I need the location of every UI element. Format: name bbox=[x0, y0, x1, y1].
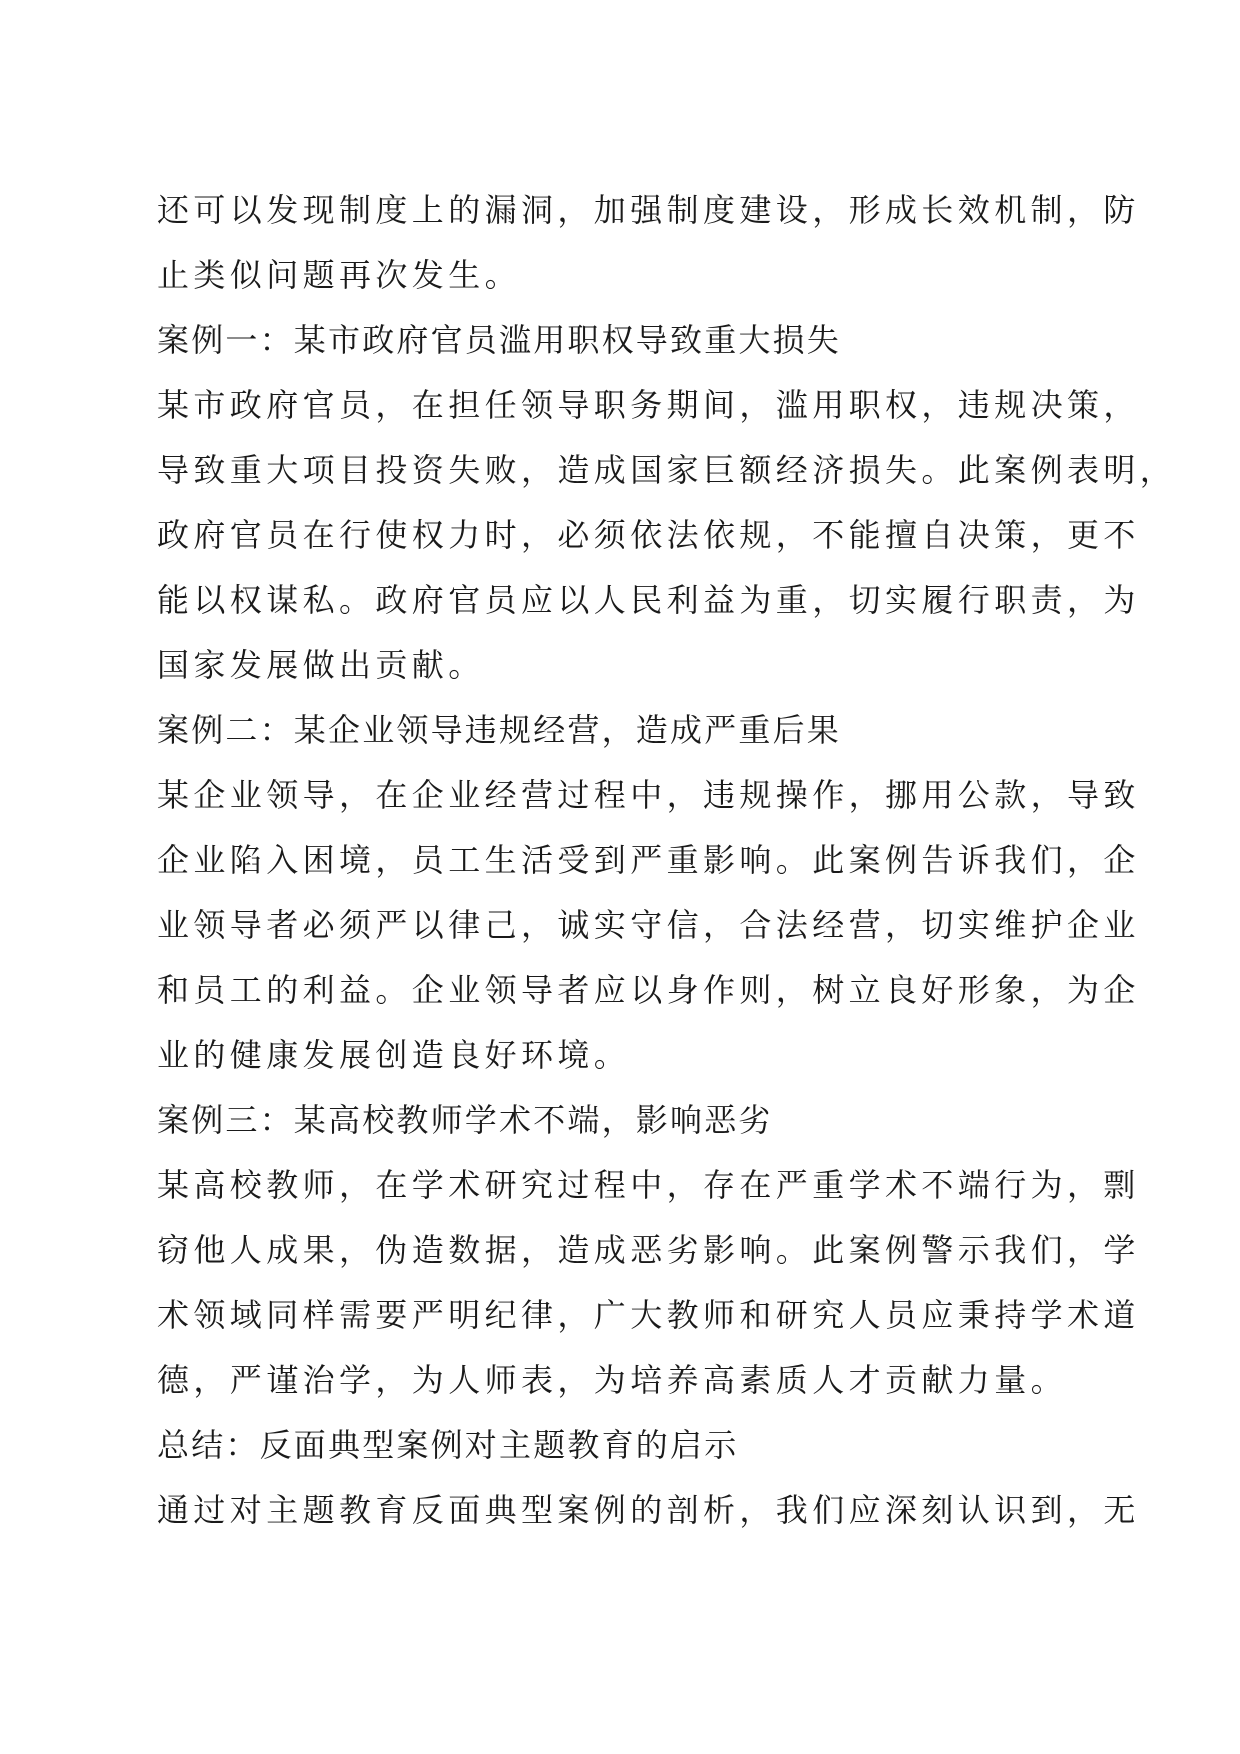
body-line: 政府官员在行使权力时，必须依法依规，不能擅自决策，更不 bbox=[157, 516, 1140, 554]
body-line: 企业陷入困境，员工生活受到严重影响。此案例告诉我们，企 bbox=[157, 841, 1140, 879]
body-line: 某市政府官员，在担任领导职务期间，滥用职权，违规决策， bbox=[157, 386, 1140, 424]
body-line: 业领导者必须严以律己，诚实守信，合法经营，切实维护企业 bbox=[157, 906, 1140, 944]
case-heading: 案例二：某企业领导违规经营，造成严重后果 bbox=[157, 711, 842, 749]
summary-heading: 总结：反面典型案例对主题教育的启示 bbox=[157, 1426, 739, 1464]
case-heading: 案例一：某市政府官员滥用职权导致重大损失 bbox=[157, 321, 842, 359]
body-line: 导致重大项目投资失败，造成国家巨额经济损失。此案例表明， bbox=[157, 451, 1177, 489]
body-line: 能以权谋私。政府官员应以人民利益为重，切实履行职责，为 bbox=[157, 581, 1140, 619]
body-line: 还可以发现制度上的漏洞，加强制度建设，形成长效机制，防 bbox=[157, 191, 1140, 229]
body-line: 德，严谨治学，为人师表，为培养高素质人才贡献力量。 bbox=[157, 1361, 1068, 1399]
body-line: 止类似问题再次发生。 bbox=[157, 256, 522, 294]
body-line: 通过对主题教育反面典型案例的剖析，我们应深刻认识到，无 bbox=[157, 1491, 1140, 1529]
body-line: 窃他人成果，伪造数据，造成恶劣影响。此案例警示我们，学 bbox=[157, 1231, 1140, 1269]
document-body bbox=[157, 178, 1177, 1543]
body-line: 某高校教师，在学术研究过程中，存在严重学术不端行为，剽 bbox=[157, 1166, 1140, 1204]
body-line: 国家发展做出贡献。 bbox=[157, 646, 485, 684]
body-line: 某企业领导，在企业经营过程中，违规操作，挪用公款，导致 bbox=[157, 776, 1140, 814]
body-line: 术领域同样需要严明纪律，广大教师和研究人员应秉持学术道 bbox=[157, 1296, 1140, 1334]
case-heading: 案例三：某高校教师学术不端，影响恶劣 bbox=[157, 1101, 773, 1139]
body-line: 业的健康发展创造良好环境。 bbox=[157, 1036, 631, 1074]
body-line: 和员工的利益。企业领导者应以身作则，树立良好形象，为企 bbox=[157, 971, 1140, 1009]
